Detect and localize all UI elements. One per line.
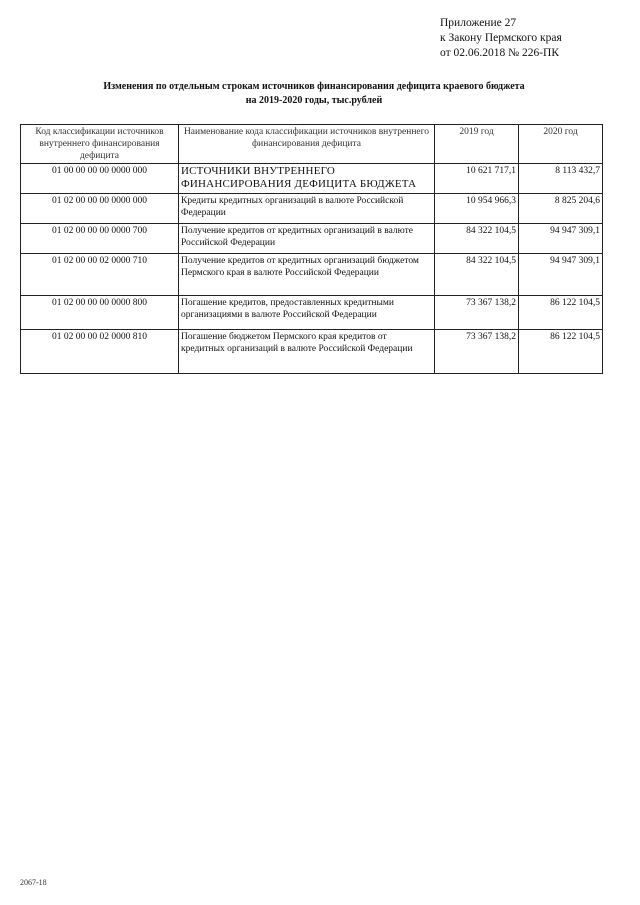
row-value-2019: 10 621 717,1 <box>435 164 519 194</box>
financing-sources-table <box>20 124 603 374</box>
header-2019: 2019 год <box>435 125 519 164</box>
row-value-2020: 94 947 309,1 <box>519 254 603 296</box>
table-header-row <box>21 125 603 164</box>
appendix-number: Приложение 27 <box>440 17 517 29</box>
row-code: 01 02 00 00 00 0000 800 <box>21 296 179 330</box>
row-name: Получение кредитов от кредитных организаций бюджетом Пермского края в валюте Российской Федерации <box>179 254 435 296</box>
row-value-2020: 8 825 204,6 <box>519 194 603 224</box>
table-row <box>21 254 603 296</box>
row-code: 01 00 00 00 00 0000 000 <box>21 164 179 194</box>
row-code: 01 02 00 00 02 0000 710 <box>21 254 179 296</box>
row-value-2019: 73 367 138,2 <box>435 296 519 330</box>
header-name: Наименование кода классификации источников внутреннего финансирования дефицита <box>179 125 435 164</box>
row-code: 01 02 00 00 02 0000 810 <box>21 330 179 374</box>
table-row <box>21 194 603 224</box>
law-date-number: от 02.06.2018 № 226-ПК <box>440 47 560 59</box>
row-code: 01 02 00 00 00 0000 700 <box>21 224 179 254</box>
table-row <box>21 164 603 194</box>
row-value-2019: 73 367 138,2 <box>435 330 519 374</box>
row-value-2020: 8 113 432,7 <box>519 164 603 194</box>
title-line-1: Изменения по отдельным строкам источников финансирования дефицита краевого бюджета <box>103 81 525 92</box>
row-value-2019: 10 954 966,3 <box>435 194 519 224</box>
header-2020: 2020 год <box>519 125 603 164</box>
document-title <box>40 80 588 108</box>
table-row <box>21 330 603 374</box>
row-value-2019: 84 322 104,5 <box>435 254 519 296</box>
row-value-2020: 94 947 309,1 <box>519 224 603 254</box>
row-value-2020: 86 122 104,5 <box>519 330 603 374</box>
document-number: 2067-18 <box>20 878 47 887</box>
header-code: Код классификации источников внутреннего финансирования дефицита <box>21 125 179 164</box>
law-reference: к Закону Пермского края <box>440 32 562 44</box>
appendix-header <box>440 16 562 61</box>
row-value-2019: 84 322 104,5 <box>435 224 519 254</box>
row-name: Погашение бюджетом Пермского края кредитов от кредитных организаций в валюте Российской Федерации <box>179 330 435 374</box>
table-row <box>21 224 603 254</box>
row-name: Получение кредитов от кредитных организаций в валюте Российской Федерации <box>179 224 435 254</box>
row-name: ИСТОЧНИКИ ВНУТРЕННЕГО ФИНАНСИРОВАНИЯ ДЕФИЦИТА БЮДЖЕТА <box>179 164 435 194</box>
row-name: Погашение кредитов, предоставленных кредитными организациями в валюте Российской Федерации <box>179 296 435 330</box>
table-row <box>21 296 603 330</box>
row-code: 01 02 00 00 00 0000 000 <box>21 194 179 224</box>
row-name: Кредиты кредитных организаций в валюте Российской Федерации <box>179 194 435 224</box>
title-line-2: на 2019-2020 годы, тыс.рублей <box>245 95 383 106</box>
row-value-2020: 86 122 104,5 <box>519 296 603 330</box>
